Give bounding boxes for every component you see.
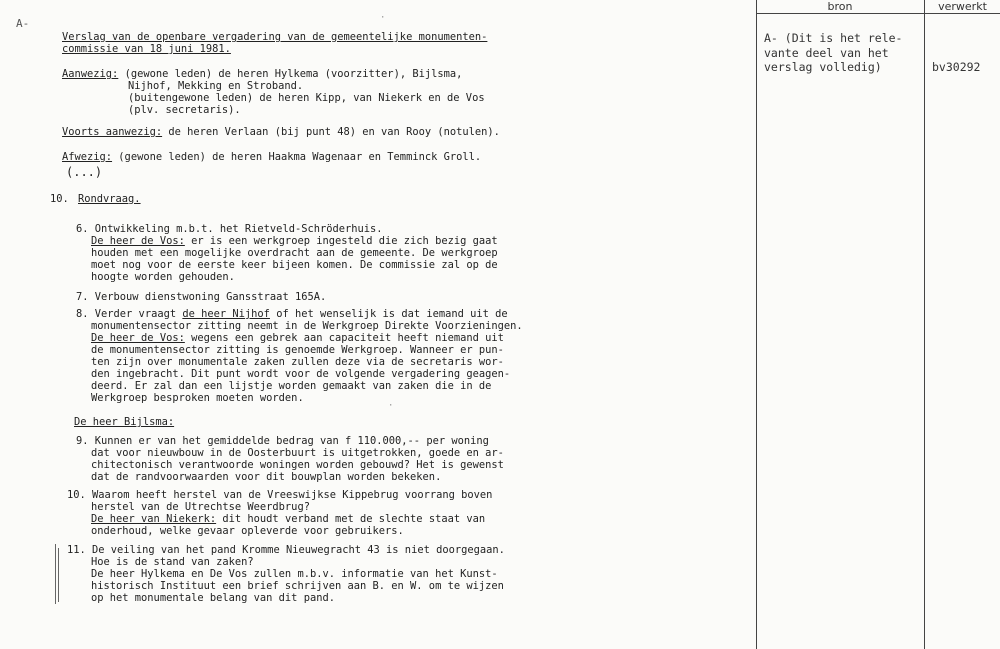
item8-line6: den ingebracht. Dit punt wordt voor de volgende vergadering geagen- bbox=[91, 368, 511, 380]
report-title-line1: Verslag van de openbare vergadering van de gemeentelijke monumenten- bbox=[62, 31, 488, 43]
item6-line4: moet nog voor de eerste keer bijeen komen. De commissie zal op de bbox=[91, 259, 498, 271]
stray-mark: · bbox=[380, 13, 386, 23]
item11-line3: De heer Hylkema en De Vos zullen m.b.v. informatie van het Kunst- bbox=[91, 568, 498, 580]
item6-line1: 6. Ontwikkeling m.b.t. het Rietveld-Schröderhuis. bbox=[76, 223, 383, 235]
bijlsma-heading: De heer Bijlsma: bbox=[74, 416, 175, 428]
present-label: Aanwezig: bbox=[62, 68, 119, 80]
item8-speaker1: de heer Nijhof bbox=[182, 308, 270, 320]
margin-bar bbox=[58, 548, 59, 602]
verwerkt-value: bv30292 bbox=[932, 60, 981, 74]
table-border-left bbox=[756, 0, 757, 649]
item8-line1-post: of het wenselijk is dat iemand uit de bbox=[269, 308, 508, 320]
item10-line2: herstel van de Utrechtse Weerdbrug? bbox=[91, 501, 310, 513]
item10-line4: onderhoud, welke gevaar opleverde voor gebruikers. bbox=[91, 525, 404, 537]
item10-line1: 10. Waarom heeft herstel van de Vreeswijkse Kippebrug voorrang boven bbox=[67, 489, 493, 501]
item8-line2: monumentensector zitting neemt in de Werkgroep Direkte Voorzieningen. bbox=[91, 320, 523, 332]
column-header-bron: bron bbox=[827, 0, 853, 13]
item9-line1: 9. Kunnen er van het gemiddelde bedrag van f 110.000,-- per woning bbox=[76, 435, 489, 447]
absent-text: (gewone leden) de heren Haakma Wagenaar en Temminck Groll. bbox=[112, 151, 482, 163]
bron-note: A- (Dit is het rele- vante deel van het verslag volledig) bbox=[764, 31, 903, 74]
ellipsis: (...) bbox=[66, 165, 103, 179]
item8-line8: Werkgroep besproken moeten worden. bbox=[91, 392, 304, 404]
item10-line3 bbox=[91, 513, 485, 526]
item9-line4: dat de randvoorwaarden voor dit bouwplan worden bekeken. bbox=[91, 471, 442, 483]
item6-line2-text: er is een werkgroep ingesteld die zich bezig gaat bbox=[184, 235, 498, 247]
absent-label: Afwezig: bbox=[62, 151, 113, 163]
margin-mark: A- bbox=[16, 17, 30, 30]
item11-line5: op het monumentale belang van dit pand. bbox=[91, 592, 335, 604]
item11-line4: historisch Instituut een brief schrijven aan B. en W. om te wijzen bbox=[91, 580, 504, 592]
item8-line4: de monumentensector zitting is genoemde Werkgroep. Wanneer er pun- bbox=[91, 344, 504, 356]
present-text: (gewone leden) de heren Hylkema (voorzitter), Bijlsma, bbox=[118, 68, 463, 80]
item11-line2: Hoe is de stand van zaken? bbox=[91, 556, 254, 568]
present-line3: (buitengewone leden) de heren Kipp, van Niekerk en de Vos bbox=[128, 92, 485, 104]
item8-speaker2: De heer de Vos: bbox=[91, 332, 185, 344]
item8-line1-pre: 8. Verder vraagt bbox=[76, 308, 183, 320]
item8-line3-text: wegens een gebrek aan capaciteit heeft niemand uit bbox=[184, 332, 504, 344]
item11-line1: 11. De veiling van het pand Kromme Nieuwegracht 43 is niet doorgegaan. bbox=[67, 544, 505, 556]
section-number: 10. bbox=[50, 193, 69, 205]
column-header-verwerkt: verwerkt bbox=[938, 0, 987, 13]
item8-line7: deerd. Er zal dan een lijstje worden gemaakt van zaken die in de bbox=[91, 380, 492, 392]
item6-line2 bbox=[91, 235, 498, 248]
present-line2: Nijhof, Mekking en Stroband. bbox=[128, 80, 304, 92]
stray-mark: · bbox=[388, 401, 394, 411]
item8-line1 bbox=[76, 308, 508, 321]
item10-speaker: De heer van Niekerk: bbox=[91, 513, 217, 525]
also-present-label: Voorts aanwezig: bbox=[62, 126, 163, 138]
item9-line2: dat voor nieuwbouw in de Oosterbuurt is uitgetrokken, goede en ar- bbox=[91, 447, 504, 459]
item6-line3: houden met een mogelijke overdracht aan de gemeente. De werkgroep bbox=[91, 247, 498, 259]
present-line4: (plv. secretaris). bbox=[128, 104, 241, 116]
item7-line1: 7. Verbouw dienstwoning Gansstraat 165A. bbox=[76, 291, 327, 303]
section-title: Rondvraag. bbox=[78, 193, 141, 205]
margin-bar bbox=[55, 544, 56, 604]
item8-line3 bbox=[91, 332, 504, 345]
absent-line bbox=[62, 151, 481, 164]
present-line1 bbox=[62, 68, 462, 81]
also-present-text: de heren Verlaan (bij punt 48) en van Rooy (notulen). bbox=[162, 126, 500, 138]
report-title-line2: commissie van 18 juni 1981. bbox=[62, 43, 231, 55]
item6-line5: hoogte worden gehouden. bbox=[91, 271, 235, 283]
item6-speaker: De heer de Vos: bbox=[91, 235, 185, 247]
also-present-line bbox=[62, 126, 500, 139]
table-divider bbox=[924, 0, 925, 649]
item8-line5: ten zijn over monumentale zaken zullen deze via de secretaris wor- bbox=[91, 356, 504, 368]
item10-line3-text: dit houdt verband met de slechte staat van bbox=[216, 513, 486, 525]
item9-line3: chitectonisch verantwoorde woningen worden gebouwd? Het is gewenst bbox=[91, 459, 504, 471]
